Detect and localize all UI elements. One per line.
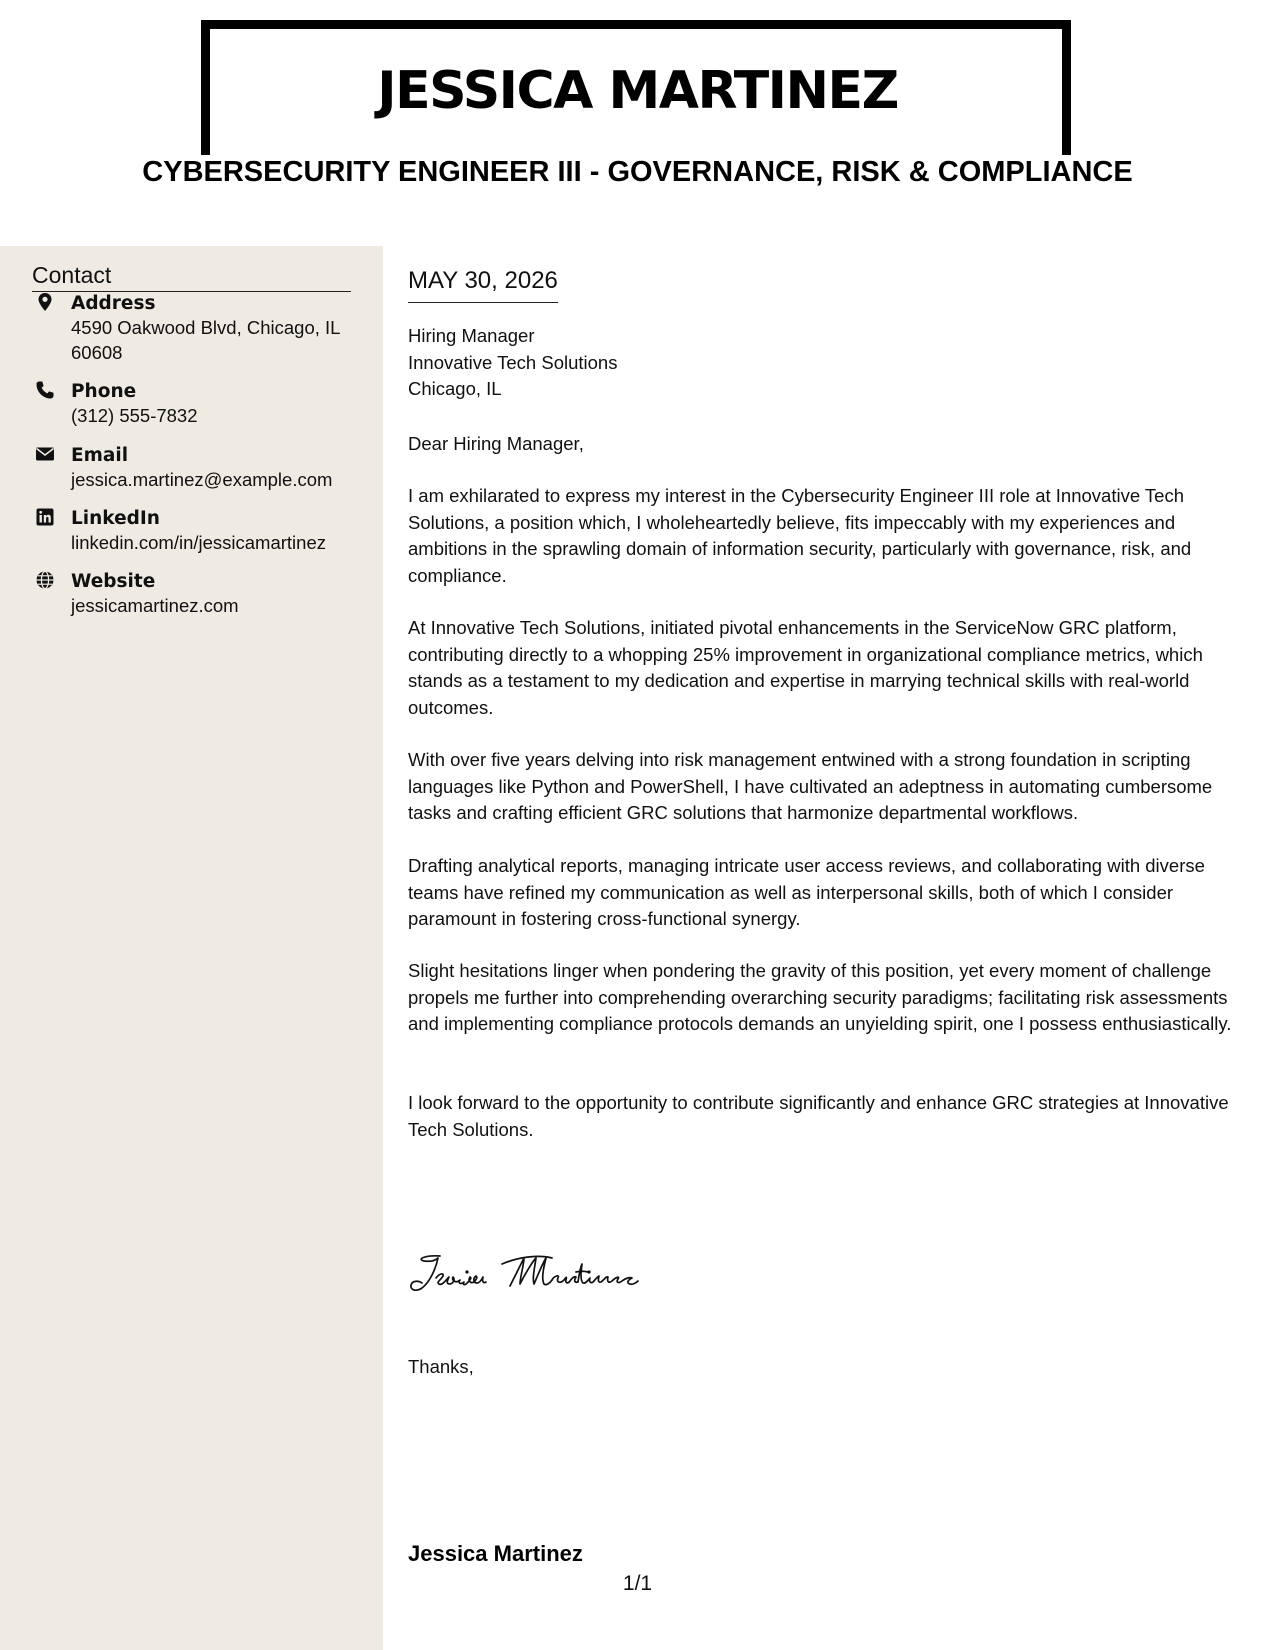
recipient-line: Chicago, IL (408, 378, 502, 399)
globe-icon (35, 570, 55, 590)
recipient-line: Innovative Tech Solutions (408, 351, 618, 373)
contact-label: LinkedIn (71, 508, 160, 529)
contact-label: Website (71, 571, 156, 592)
website-value: jessicamartinez.com (71, 595, 239, 616)
paragraph: At Innovative Tech Solutions, initiated pivotal enhancements in the ServiceNow GRC platform, contributing directly to a whopping 25% improvement in organizational compliance metrics, which stands as a testament to my dedication and expertise in marrying technical skills with real-world outcomes. (408, 617, 1203, 718)
paragraph: Drafting analytical reports, managing intricate user access reviews, and collaborating with diverse teams have refined my communication as well as interpersonal skills, both of which I consider paramount in fostering cross-functional synergy. (408, 855, 1205, 929)
handwritten-signature (406, 1250, 676, 1298)
signer-name: Jessica Martinez (408, 1541, 583, 1566)
contact-label: Email (71, 445, 129, 466)
paragraph: Slight hesitations linger when pondering the gravity of this position, yet every moment of challenge propels me further into comprehending overarching security paradigms; facilitating risk assessments and implementing compliance protocols demands an unyielding spirit, one I possess enthusiastically. (408, 960, 1232, 1034)
linkedin-icon (35, 507, 55, 527)
linkedin-value: linkedin.com/in/jessicamartinez (71, 532, 326, 553)
contact-heading: Contact (32, 260, 351, 292)
envelope-icon (35, 444, 55, 464)
letter-date: MAY 30, 2026 (408, 266, 558, 303)
map-pin-icon (35, 292, 55, 312)
recipient-line: Hiring Manager (408, 325, 535, 346)
closing: Thanks, (408, 1356, 474, 1377)
page-number: 1/1 (622, 1572, 653, 1595)
contact-sidebar (0, 246, 383, 1650)
email-value: jessica.martinez@example.com (71, 469, 333, 490)
address-value: 4590 Oakwood Blvd, Chicago, IL 60608 (71, 317, 340, 363)
phone-value: (312) 555-7832 (71, 405, 198, 426)
contact-label: Phone (71, 381, 137, 402)
paragraph: I am exhilarated to express my interest in the Cybersecurity Engineer III role at Innovative Tech Solutions, a position which, I wholeheartedly believe, fits impeccably with my experiences and ambitions in the sprawling domain of information security, particularly with governance, risk, and compliance. (408, 485, 1192, 586)
job-title: CYBERSECURITY ENGINEER III - GOVERNANCE, RISK & COMPLIANCE (142, 156, 1133, 188)
contact-label: Address (71, 293, 156, 314)
salutation: Dear Hiring Manager, (408, 433, 584, 454)
applicant-name: JESSICA MARTINEZ (377, 61, 898, 121)
paragraph: With over five years delving into risk management entwined with a strong foundation in scripting languages like Python and PowerShell, I have cultivated an adeptness in automating cumbersome tasks and crafting efficient GRC solutions that harmonize departmental workflows. (408, 749, 1213, 823)
paragraph: I look forward to the opportunity to contribute significantly and enhance GRC strategies at Innovative Tech Solutions. (408, 1092, 1229, 1140)
phone-icon (35, 380, 55, 400)
recipient-block (408, 323, 617, 403)
